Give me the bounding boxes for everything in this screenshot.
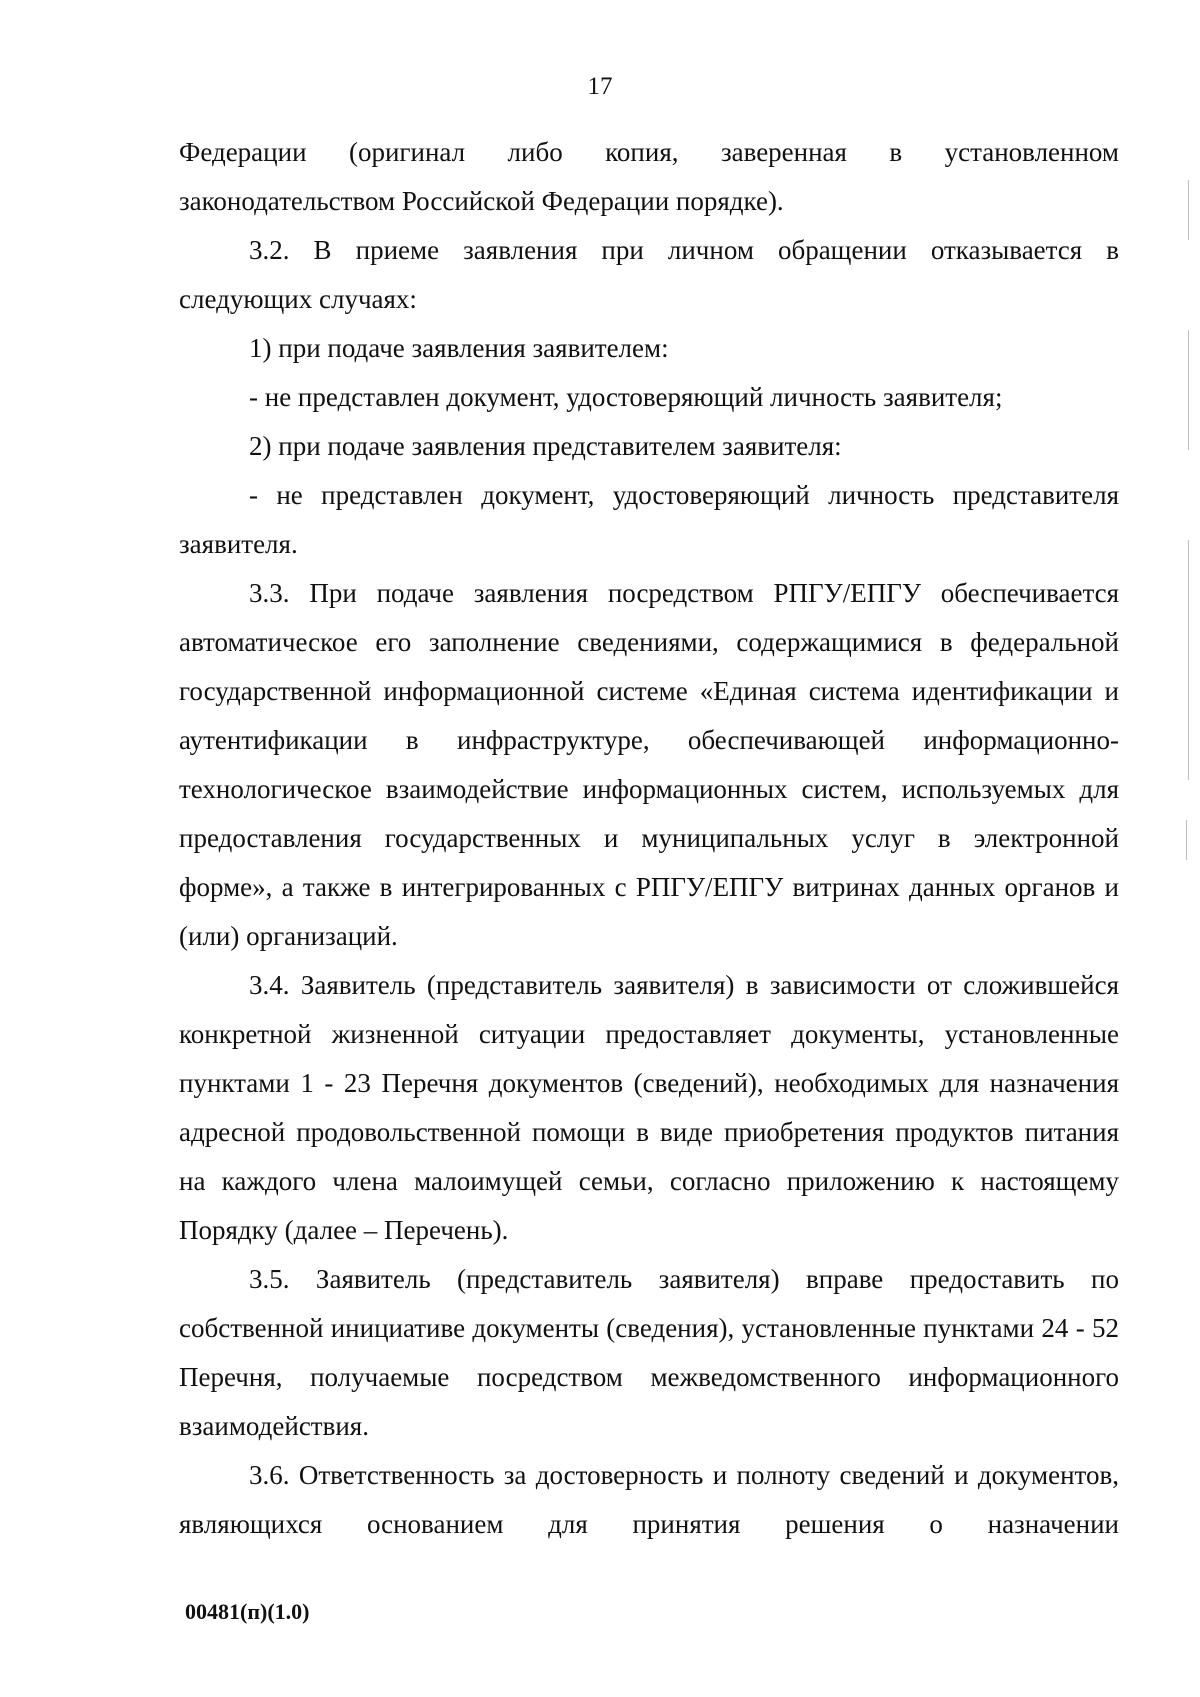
list-item-1-detail: - не представлен документ, удостоверяющий личность заявителя; (249, 382, 1003, 412)
document-body (179, 128, 1119, 1549)
scan-artifact (1188, 180, 1189, 240)
list-item-2-detail: - не представлен документ, удостоверяющий личность представителя заявителя. (179, 480, 1119, 559)
paragraph-3-5: 3.5. Заявитель (представитель заявителя) вправе предоставить по собственной инициативе документы (сведения), установленные пунктами 24 - 52 Перечня, получаемые посредством межведомственного информационного взаимодействия. (179, 1264, 1119, 1441)
paragraph-3-2: 3.2. В приеме заявления при личном обращении отказывается в следующих случаях: (179, 235, 1119, 314)
scan-artifact (1188, 330, 1189, 450)
list-item-2: 2) при подаче заявления представителем заявителя: (249, 431, 842, 461)
scan-artifact (1186, 820, 1187, 860)
document-code: 00481(п)(1.0) (185, 1599, 310, 1624)
page-number: 17 (587, 73, 613, 100)
list-item-1: 1) при подаче заявления заявителем: (249, 333, 669, 363)
paragraph-3-6: 3.6. Ответственность за достоверность и полноту сведений и документов, являющихся основанием для принятия решения о назначении (179, 1460, 1119, 1539)
paragraph-3-4: 3.4. Заявитель (представитель заявителя) в зависимости от сложившейся конкретной жизненной ситуации предоставляет документы, установленные пунктами 1 - 23 Перечня документов (сведений), необходимых для назначения адресной продовольственной помощи в виде приобретения продуктов питания на каждого члена малоимущей семьи, согласно приложению к настоящему Порядку (далее – Перечень). (179, 970, 1119, 1245)
paragraph-3-3: 3.3. При подаче заявления посредством РПГУ/ЕПГУ обеспечивается автоматическое его заполнение сведениями, содержащимися в федеральной государственной информационной системе «Единая система идентификации и аутентификации в инфраструктуре, обеспечивающей информационно-технологическое взаимодействие информационных систем, используемых для предоставления государственных и муниципальных услуг в электронной форме», а также в интегрированных с РПГУ/ЕПГУ витринах данных органов и (или) организаций. (179, 578, 1119, 951)
paragraph-continuation: Федерации (оригинал либо копия, заверенная в установленном законодательством Российской Федерации порядке). (179, 137, 1119, 216)
scan-artifact (1188, 540, 1189, 780)
